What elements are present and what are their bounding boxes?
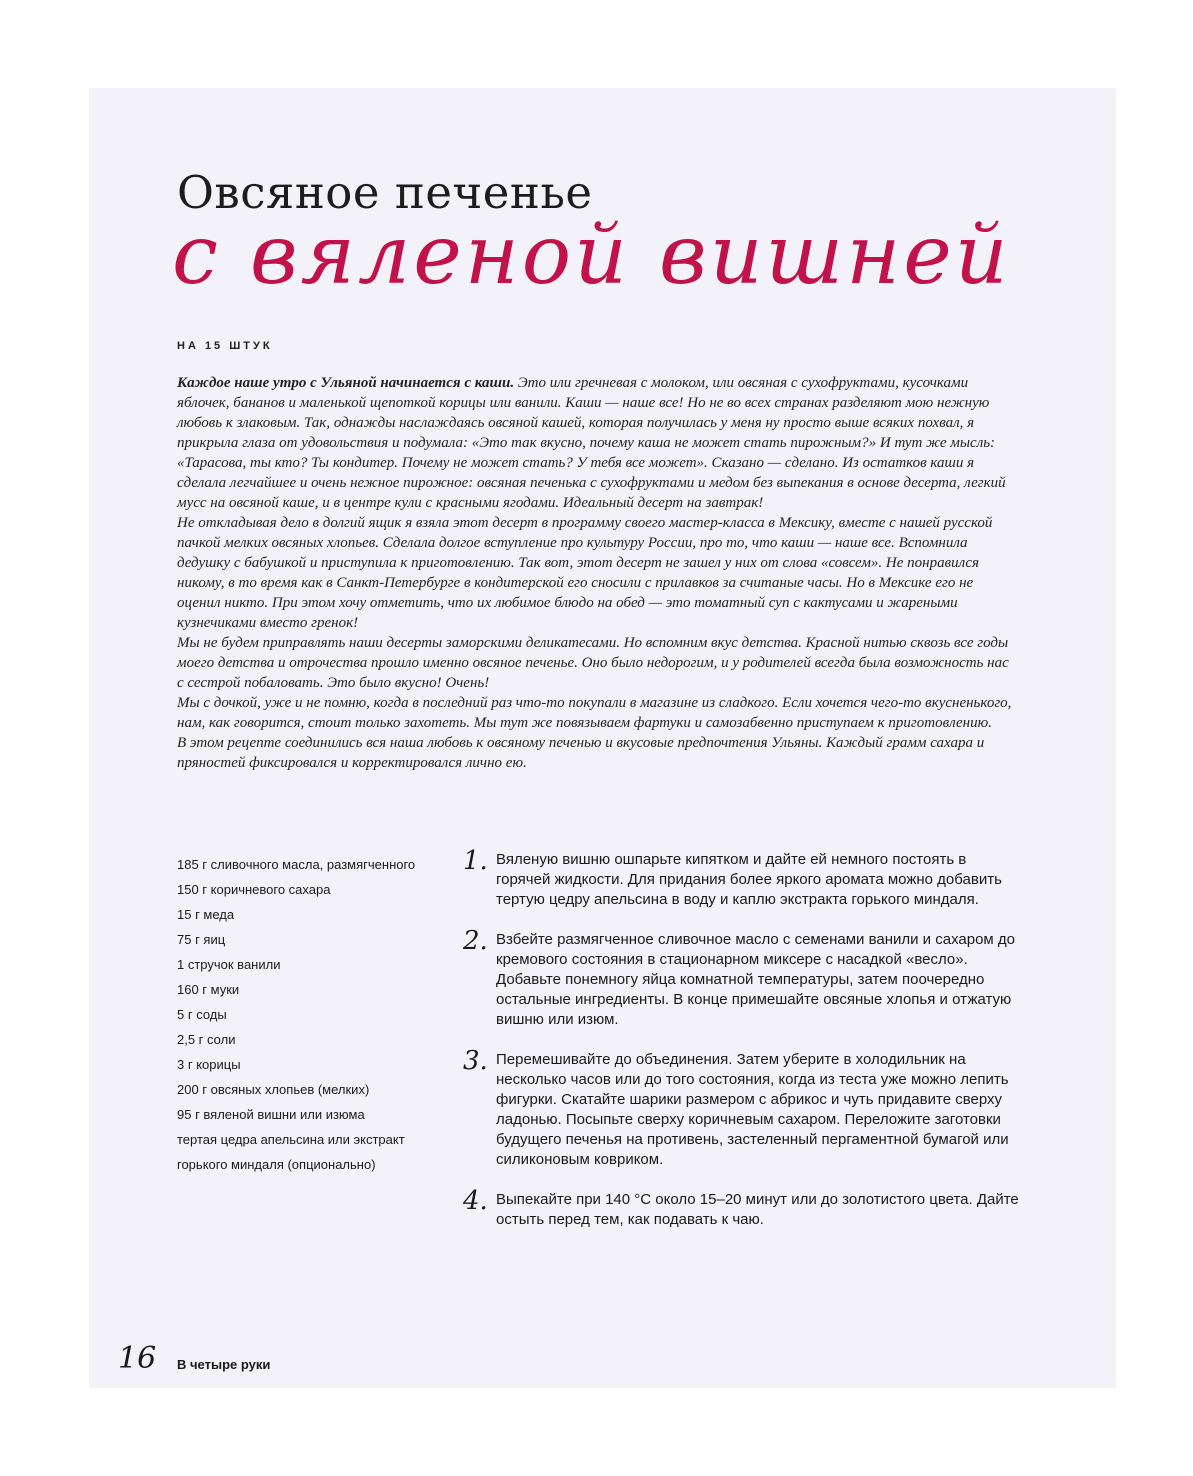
step-number: 1. [463, 846, 488, 876]
step-item [460, 846, 1020, 910]
ingredient-item: 75 г яиц [177, 932, 226, 947]
step-number: 4. [463, 1186, 488, 1216]
ingredients-list [177, 852, 417, 1177]
step-text: Взбейте размягченное сливочное масло с семенами ванили и сахаром до кремового состояния в стационарном миксере с насадкой «весло». Добавьте понемногу яйца комнатной температуры, затем поочередно остальные ингредиенты. В конце примешайте овсяные хлопья и отжатую вишню или изюм. [496, 931, 1016, 1028]
page-number: 16 [118, 1341, 157, 1376]
ingredient-item: 185 г сливочного масла, размягченного [177, 857, 416, 872]
step-number: 3. [463, 1046, 488, 1076]
ingredient-item: 15 г меда [177, 907, 235, 922]
intro-paragraph-rest: Это или гречневая с молоком, или овсяная с сухофруктами, кусочками яблочек, бананов и маленькой щепоткой корицы или ванили. Каши — наше все! Но не во всех странах разделяют мою нежную любовь к злаковым. Так, однажды наслаждаясь овсяной кашей, которая получилась у меня ну просто выше всяких похвал, я прикрыла глаза от удовольствия и подумала: «Это так вкусно, почему каша не может стать пирожным?» И тут же мысль: «Тарасова, ты кто? Ты кондитер. Почему не может стать? У тебя все может». Сказано — сделано. Из остатков каши я сделала легчайшее и очень нежное пирожное: овсяная печенька с сухофруктами и медом без выпекания в основе десерта, легкий мусс на овсяной каше, и в центре кули с красными ягодами. Идеальный десерт на завтрак! [177, 375, 1006, 511]
steps-list [460, 846, 1020, 1250]
ingredient-item: 95 г вяленой вишни или изюма [177, 1107, 365, 1122]
intro-paragraph: В этом рецепте соединились вся наша любовь к овсяному печенью и вкусовые предпочтения Ульяны. Каждый грамм сахара и пряностей фиксировался и корректировался лично ею. [177, 735, 985, 771]
step-text: Перемешивайте до объединения. Затем уберите в холодильник на несколько часов или до того состояния, когда из теста уже можно лепить фигурки. Скатайте шарики размером с абрикос и чуть придавите сверху ладонью. Посыпьте сверху коричневым сахаром. Переложите заготовки будущего печенья на противень, застеленный пергаментной бумагой или силиконовым ковриком. [496, 1051, 1009, 1168]
ingredient-item: 200 г овсяных хлопьев (мелких) [177, 1082, 370, 1097]
ingredient-item: тертая цедра апельсина или экстракт горького миндаля (опционально) [177, 1132, 405, 1172]
intro-lead: Каждое наше утро с Ульяной начинается с каши. [177, 375, 515, 391]
recipe-subtitle: с вяленой вишней [172, 208, 1011, 303]
intro-paragraph: Не откладывая дело в долгий ящик я взяла этот десерт в программу своего мастер-класса в Мексику, вместе с нашей русской пачкой мелких овсяных хлопьев. Сделала долгое вступление про культуру России, про то, что каши — наше все. Вспомнила дедушку с бабушкой и приступила к приготовлению. Так вот, этот десерт не зашел у них от слова «совсем». Не понравился никому, в то время как в Санкт-Петербурге в кондитерской его сносили с прилавков за считаные часы. Но в Мексике его не оценил никто. При этом хочу отметить, что их любимое блюдо на обед — это томатный суп с кактусами и жареными кузнечиками вместо гренок! [177, 515, 993, 631]
ingredient-item: 3 г корицы [177, 1057, 241, 1072]
intro-paragraph: Мы с дочкой, уже и не помню, когда в последний раз что-то покупали в магазине из сладкого. Если хочется чего-то вкусненького, нам, как говорится, стоит только захотеть. Мы тут же повязываем фартуки и самозабвенно приступаем к приготовлению. [177, 695, 1012, 731]
step-number: 2. [463, 926, 488, 956]
ingredient-item: 2,5 г соли [177, 1032, 236, 1047]
ingredient-item: 150 г коричневого сахара [177, 882, 331, 897]
recipe-title: Овсяное печенье [177, 166, 593, 219]
step-text: Вяленую вишню ошпарьте кипятком и дайте ей немного постоять в горячей жидкости. Для придания более яркого аромата можно добавить тертую цедру апельсина в воду и каплю экстракта горького миндаля. [496, 851, 1002, 908]
step-item [460, 1186, 1020, 1230]
step-text: Выпекайте при 140 °С около 15–20 минут или до золотистого цвета. Дайте остыть перед тем, как подавать к чаю. [496, 1191, 1019, 1228]
book-title: В четыре руки [177, 1357, 271, 1372]
intro-paragraph [177, 373, 1017, 513]
ingredient-item: 1 стручок ванили [177, 957, 281, 972]
ingredient-item: 5 г соды [177, 1007, 227, 1022]
intro-text [177, 373, 1017, 773]
intro-paragraph: Мы не будем приправлять наши десерты заморскими деликатесами. Но вспомним вкус детства. Красной нитью сквозь все годы моего детства и отрочества прошло именно овсяное печенье. Оно было недорогим, и у родителей всегда была возможность нас с сестрой побаловать. Это было вкусно! Очень! [177, 635, 1009, 691]
ingredient-item: 160 г муки [177, 982, 240, 997]
step-item [460, 1046, 1020, 1170]
recipe-yield: НА 15 ШТУК [177, 340, 273, 352]
step-item [460, 926, 1020, 1030]
